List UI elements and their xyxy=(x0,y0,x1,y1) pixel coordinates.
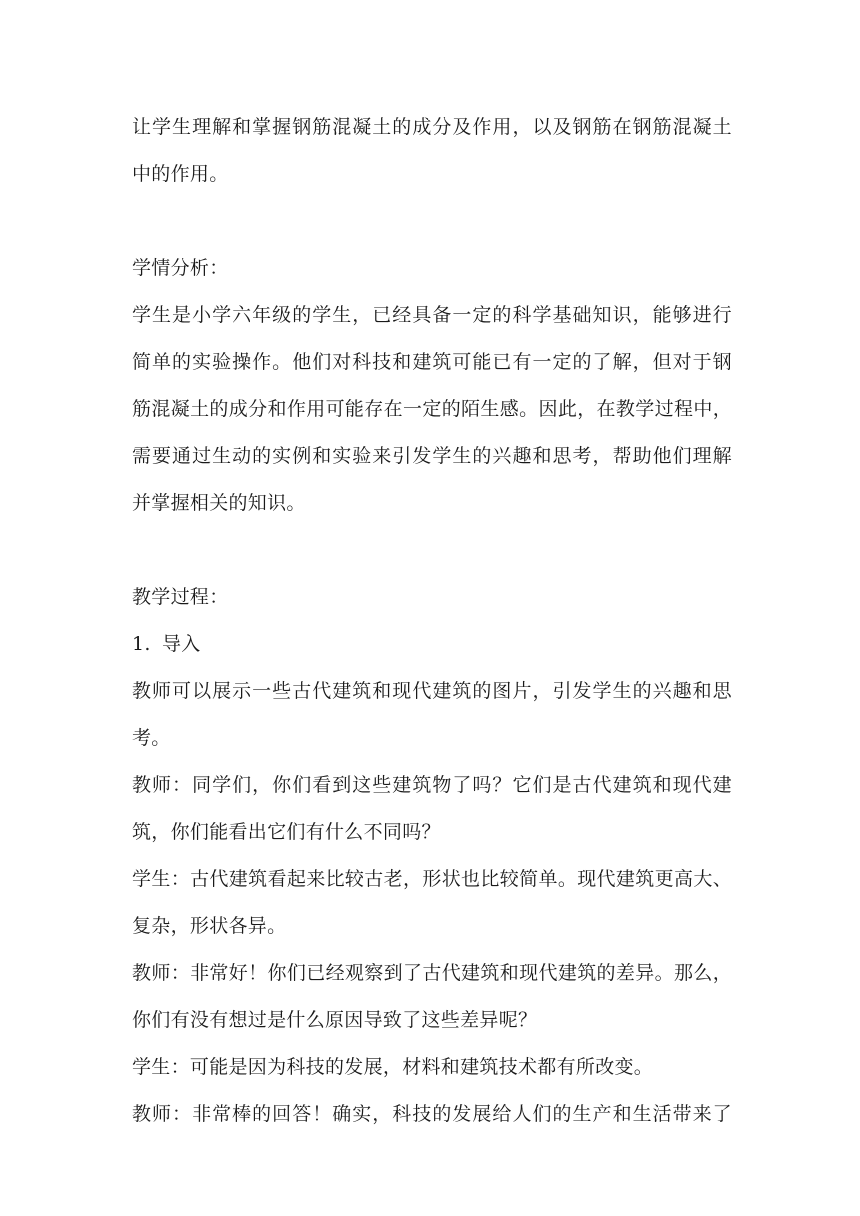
step-number: 1. xyxy=(132,633,151,655)
paragraph-gap xyxy=(132,198,732,245)
analysis-line: 学生是小学六年级的学生，已经具备一定的科学基础知识，能够进行 xyxy=(132,304,732,326)
objective-line: 中的作用。 xyxy=(132,163,229,185)
process-heading: 教学过程： xyxy=(132,586,229,608)
dialogue-line: 学生：古代建筑看起来比较古老，形状也比较简单。现代建筑更高大、 xyxy=(132,868,732,890)
dialogue-line: 教师：非常好！你们已经观察到了古代建筑和现代建筑的差异。那么， xyxy=(132,962,732,984)
paragraph-gap xyxy=(132,527,732,574)
analysis-heading: 学情分析： xyxy=(132,257,229,279)
dialogue-line: 学生：可能是因为科技的发展，材料和建筑技术都有所改变。 xyxy=(132,1056,654,1078)
objective-line: 让学生理解和掌握钢筋混凝土的成分及作用，以及钢筋在钢筋混凝土 xyxy=(132,116,732,138)
process-line: 考。 xyxy=(132,727,171,749)
step-title: 导入 xyxy=(162,633,201,655)
dialogue-line: 你们有没有想过是什么原因导致了这些差异呢？ xyxy=(132,1009,538,1031)
dialogue-line: 复杂，形状各异。 xyxy=(132,915,287,937)
document-body xyxy=(132,104,732,1138)
step-heading xyxy=(132,621,732,668)
analysis-line: 筋混凝土的成分和作用可能存在一定的陌生感。因此，在教学过程中， xyxy=(132,398,732,420)
analysis-line: 简单的实验操作。他们对科技和建筑可能已有一定的了解，但对于钢 xyxy=(132,351,732,373)
dialogue-line: 教师：非常棒的回答！确实，科技的发展给人们的生产和生活带来了 xyxy=(132,1103,732,1125)
analysis-line: 需要通过生动的实例和实验来引发学生的兴趣和思考，帮助他们理解 xyxy=(132,445,732,467)
analysis-line: 并掌握相关的知识。 xyxy=(132,492,306,514)
dialogue-line: 筑，你们能看出它们有什么不同吗？ xyxy=(132,821,441,843)
process-line: 教师可以展示一些古代建筑和现代建筑的图片，引发学生的兴趣和思 xyxy=(132,680,732,702)
dialogue-line: 教师：同学们，你们看到这些建筑物了吗？它们是古代建筑和现代建 xyxy=(132,774,732,796)
